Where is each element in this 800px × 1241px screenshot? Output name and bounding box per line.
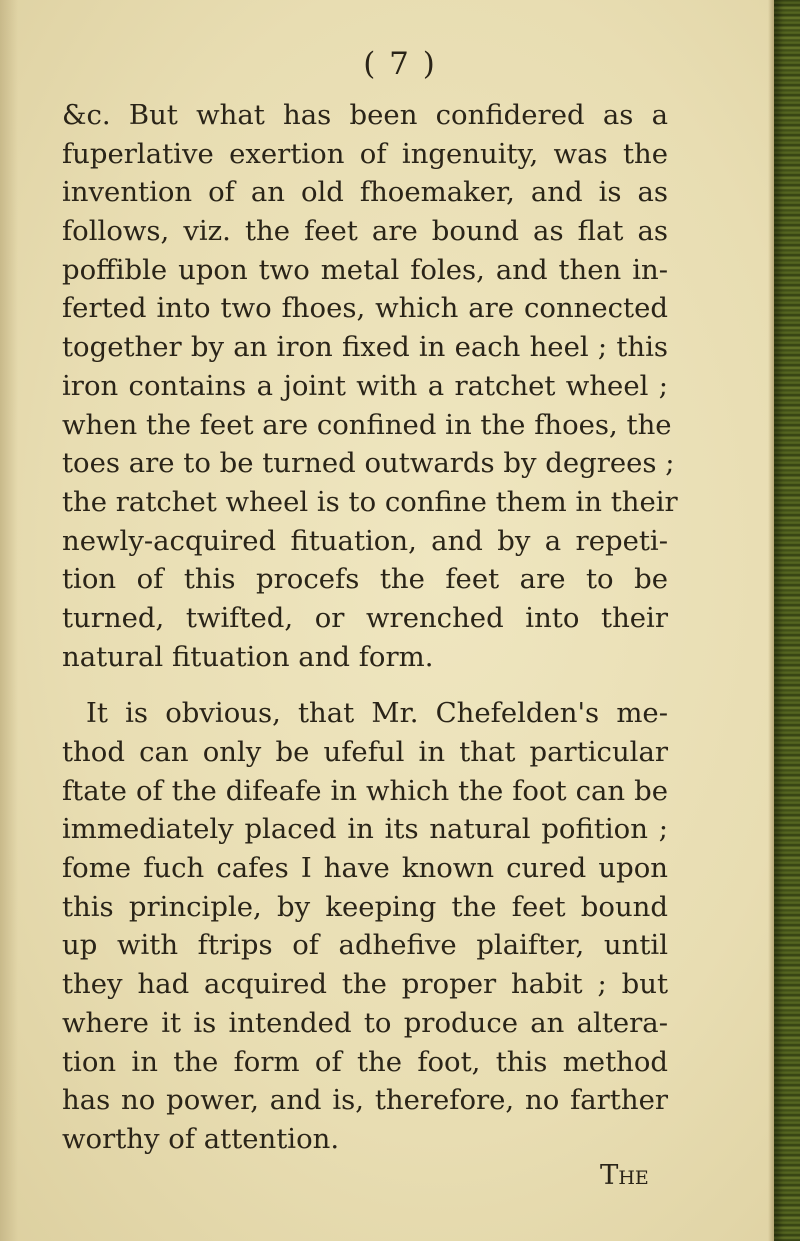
text-line: fuperlative exertion of ingenuity, was the [62,137,668,170]
text-line: fome fuch cafes I have known cured upon [62,852,668,885]
text-line: ferted into two fhoes, which are connected [62,292,668,325]
text-line: toes are to be turned outwards by degrees ; [62,447,675,480]
page-gutter-shadow [0,0,18,1241]
text-line: has no power, and is, therefore, no farther [62,1084,668,1117]
text-line: It is obvious, that Mr. Chefelden's me- [86,697,668,730]
text-line: &c. But what has been confidered as a [62,99,668,131]
book-binding-edge [774,0,800,1241]
text-line: together by an iron fixed in each heel ; this [62,331,668,364]
text-line: ftate of the difeafe in which the foot can be [62,774,668,807]
text-line: tion in the form of the foot, this method [62,1045,668,1078]
text-line: the ratchet wheel is to confine them in their [62,485,678,518]
text-line: when the feet are confined in the fhoes, the [62,408,672,441]
text-line: immediately placed in its natural pofition ; [62,813,668,846]
catchword: The [600,1159,649,1191]
text-line: this principle, by keeping the feet bound [62,890,668,923]
text-line: where it is intended to produce an altera- [62,1006,668,1039]
page-number: ( 7 ) [363,46,437,82]
paragraph-1 [62,96,678,676]
text-line: natural fituation and form. [62,640,434,673]
paragraph-gap [62,676,668,694]
text-line: invention of an old fhoemaker, and is as [62,176,668,209]
text-line: turned, twifted, or wrenched into their [62,601,668,634]
text-line: they had acquired the proper habit ; but [62,968,668,1001]
text-line: tion of this procefs the feet are to be [62,563,668,596]
text-line: thod can only be ufeful in that particular [62,736,668,768]
text-line: worthy of attention. [62,1122,340,1155]
text-line: up with ftrips of adhefive plaifter, until [62,929,668,962]
text-line: poffible upon two metal foles, and then in- [62,253,668,286]
text-line: follows, viz. the feet are bound as flat as [62,215,668,248]
text-line: newly-acquired fituation, and by a repeti- [62,524,668,557]
body-text [62,96,678,1159]
paragraph-2 [62,694,668,1158]
text-line: iron contains a joint with a ratchet wheel ; [62,369,668,402]
